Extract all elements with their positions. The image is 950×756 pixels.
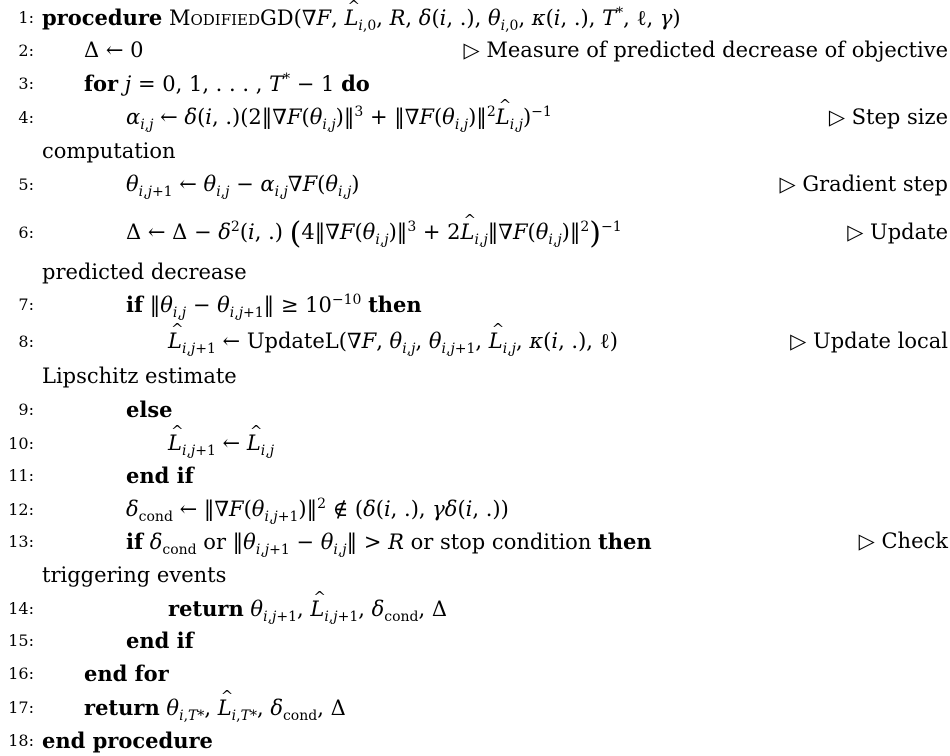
keyword-return: return bbox=[168, 596, 244, 621]
keyword-end-if: end if bbox=[126, 463, 194, 488]
statement: $\delta_{cond}$ ← $‖\nabla F(\theta_{i,j+1})‖^2$ ∉ (δ(i, .), γδ(i, .)) bbox=[126, 496, 509, 525]
algo-line-4 bbox=[0, 104, 950, 163]
keyword-end-if: end if bbox=[126, 628, 194, 653]
keyword-do: do bbox=[341, 71, 370, 96]
comment-continuation: triggering events bbox=[42, 563, 227, 587]
procedure-name: ModifiedGD bbox=[168, 6, 294, 30]
line-number: 9: bbox=[18, 400, 34, 419]
line-number: 13: bbox=[8, 532, 34, 551]
comment-continuation: predicted decrease bbox=[42, 260, 247, 284]
comment-continuation: computation bbox=[42, 139, 176, 163]
algorithm-block: 1: procedure ModifiedGD(∇F, ^ $L_{i,0}$, R, δ(i, .), $\theta_{i,0}$, κ(i, .), T*, ℓ, γ) 2: Δ ← 0 ▷ Measure of predicted decrease of objective 3: for j = 0, 1, . . . , T* − 1 do 4: $\alpha_{i,j}$ ← δ(i, $.)(2‖\nabla F(\theta_{i,j})‖^3$ + $‖\nabla F(\theta_{i,j})‖^2\^{}$ $L_{i,j})^{-1}$ ▷ Step size computation 5: $\theta_{i,j+1}$ ← $\theta_{i,j} - \alpha_{i,j}\nabla F(\theta_{i,j})$ ▷ Gradient step 6: Δ ← $\Delta - \delta^2(i$, .) ($4‖\nabla F(\theta_{i,j})‖^3$ + 2^ $L_{i,j}‖\nabla F(\theta_{i,j})‖^2)^{-1}$ ▷ Update predicted decrease 7: if $‖\theta_{i,j}$ − $\theta_{i,j+1}‖ \ge 10^{-10}$ then 8: ^ $L_{i,j+1}$ ← UpdateL(∇F, $\theta_{i,j}$, $\theta_{i,j+1}$, ^ $L_{i,j}$, κ(i, .), ℓ) ▷ Update local Lipschitz estimate 9: else 10: ^ $L_{i,j+1}$ ← ^ $L_{i,j}$ 11: end if 12: $\delta_{cond}$ ← $‖\nabla F(\theta_{i,j+1})‖^2$ ∉ (δ(i, .), γδ(i, .)) 13: if $\delta_{cond}$ or $‖\theta_{i,j+1}$ − $\theta_{i,j}‖ > R$ or stop condition then ▷ Check triggering events 14: return $\theta_{i,j+1}$, ^ $L_{i,j+1}$, $\delta_{cond}$, Δ 15: end if 16: end for 17: return $\theta_{i,T*}$, ^ $L_{i,T*}$, $\delta_{cond}$, Δ 18: end procedure bbox=[0, 0, 950, 756]
comment: ▷ Update local bbox=[790, 329, 948, 353]
comment-continuation: Lipschitz estimate bbox=[42, 364, 237, 388]
or-text: or bbox=[203, 530, 226, 554]
keyword-end-for: end for bbox=[84, 661, 169, 686]
line-number: 14: bbox=[8, 599, 34, 618]
statement: ^ $L_{i,j+1}$ ← ^ $L_{i,j}$ bbox=[168, 430, 274, 457]
function-name: UpdateL bbox=[246, 329, 339, 353]
statement: $\theta_{i,j+1}$ ← $\theta_{i,j} - \alpha_{i,j}\nabla F(\theta_{i,j})$ bbox=[126, 172, 360, 200]
line-number: 11: bbox=[8, 466, 34, 485]
line-number: 2: bbox=[18, 41, 34, 60]
keyword-then: then bbox=[368, 292, 422, 317]
comment: ▷ Measure of predicted decrease of objective bbox=[463, 38, 948, 62]
line-number: 16: bbox=[8, 664, 34, 683]
line-number: 4: bbox=[18, 108, 34, 127]
algo-line-6 bbox=[0, 216, 950, 285]
statement: Δ ← 0 bbox=[84, 38, 144, 62]
keyword-return: return bbox=[84, 695, 160, 720]
line-number: 1: bbox=[18, 8, 34, 27]
line-number: 10: bbox=[8, 434, 34, 453]
keyword-then: then bbox=[598, 529, 652, 554]
or-stop-text: or stop condition bbox=[410, 530, 592, 554]
line-number: 15: bbox=[8, 631, 34, 650]
line-number: 6: bbox=[18, 223, 34, 242]
comment: ▷ Step size bbox=[828, 105, 948, 129]
comment: ▷ Gradient step bbox=[779, 172, 948, 196]
keyword-if: if bbox=[126, 529, 144, 554]
keyword-procedure: procedure bbox=[42, 5, 163, 30]
line-number: 12: bbox=[8, 500, 34, 519]
line-number: 3: bbox=[18, 74, 34, 93]
procedure-args: (∇F, ^ $L_{i,0}$, R, δ(i, .), $\theta_{i,0}$, κ(i, .), T*, ℓ, γ) bbox=[294, 6, 681, 30]
statement: Δ ← $\Delta - \delta^2(i$, .) ($4‖\nabla F(\theta_{i,j})‖^3$ + 2^ $L_{i,j}‖\nabla F(\theta_{i,j})‖^2)^{-1}$ bbox=[126, 219, 622, 247]
statement: $\alpha_{i,j}$ ← δ(i, $.)(2‖\nabla F(\theta_{i,j})‖^3$ + $‖\nabla F(\theta_{i,j})‖^2\^{}$ $L_{i,j})^{-1}$ bbox=[126, 104, 552, 131]
keyword-for: for bbox=[84, 71, 119, 96]
keyword-end-procedure: end procedure bbox=[42, 728, 213, 753]
algo-line-8 bbox=[0, 328, 950, 388]
algo-line-13: 13: if $\delta_{cond}$ or $‖\theta_{i,j+1}$ − $\theta_{i,j}‖ > R$ or stop condition then ▷ Check triggering events bbox=[0, 528, 950, 582]
comment: ▷ Check bbox=[858, 529, 948, 553]
keyword-else: else bbox=[126, 397, 173, 422]
keyword-if: if bbox=[126, 292, 144, 317]
line-number: 8: bbox=[18, 332, 34, 351]
line-number: 5: bbox=[18, 175, 34, 194]
line-number: 7: bbox=[18, 295, 34, 314]
line-number: 18: bbox=[8, 731, 34, 750]
comment: ▷ Update bbox=[847, 220, 948, 244]
statement: ^ $L_{i,j+1}$ ← UpdateL(∇F, $\theta_{i,j}$, $\theta_{i,j+1}$, ^ $L_{i,j}$, κ(i, .), ℓ) bbox=[168, 328, 618, 355]
line-number: 17: bbox=[8, 698, 34, 717]
